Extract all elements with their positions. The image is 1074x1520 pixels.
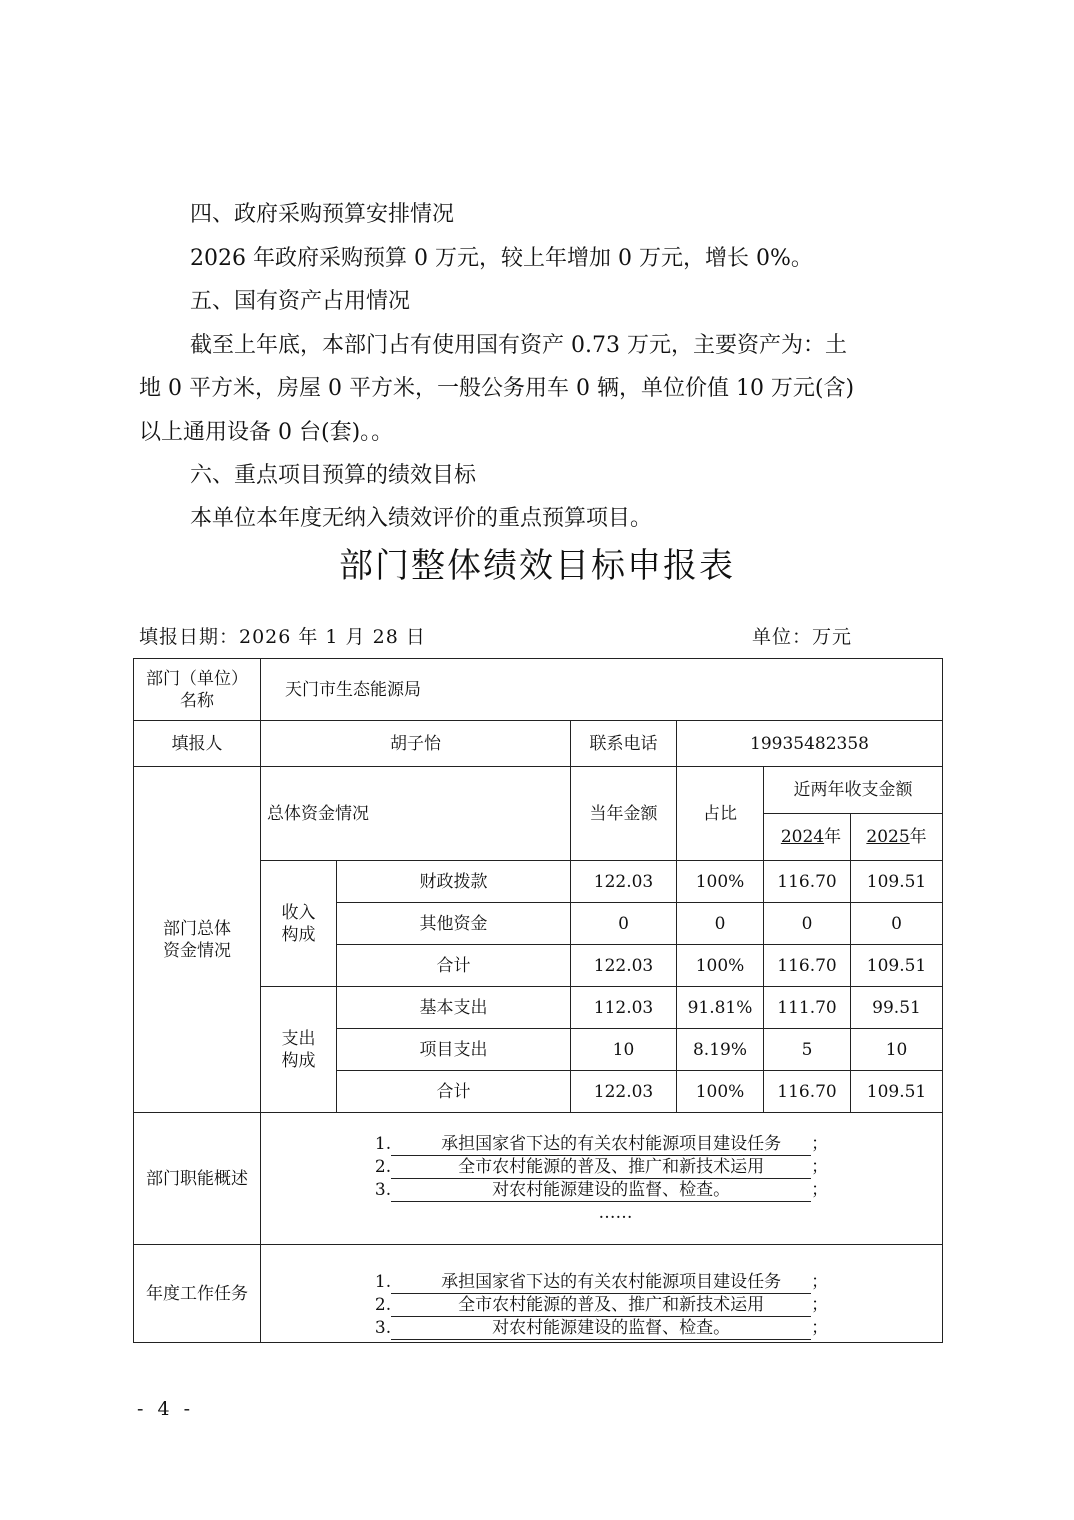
filler-value: 胡子怡 (261, 721, 571, 767)
phone-label: 联系电话 (571, 721, 677, 767)
row-name: 其他资金 (337, 903, 571, 945)
tasks-list (261, 1245, 943, 1343)
dept-label: 部门（单位）名称 (134, 659, 261, 721)
expense-group-label: 支出构成 (261, 987, 337, 1113)
cell-2024: 116.70 (764, 861, 851, 903)
cell-2025: 109.51 (851, 861, 943, 903)
list-item: 2. 全市农村能源的普及、推广和新技术运用 ； (374, 1157, 829, 1177)
row-name: 合计 (337, 1071, 571, 1113)
cell-2025: 99.51 (851, 987, 943, 1029)
cell-2025: 109.51 (851, 1071, 943, 1113)
income-group-label: 收入构成 (261, 861, 337, 987)
col-recent-two-years: 近两年收支金额 (764, 767, 943, 814)
section-5-line-2: 地 0 平方米，房屋 0 平方米，一般公务用车 0 辆，单位价值 10 万元(含) (139, 376, 855, 401)
cell-ratio: 91.81% (677, 987, 764, 1029)
form-title: 部门整体绩效目标申报表 (339, 546, 735, 586)
cell-2024: 116.70 (764, 1071, 851, 1113)
funds-section-label: 部门总体资金情况 (134, 767, 261, 1113)
cell-ratio: 0 (677, 903, 764, 945)
filler-label: 填报人 (134, 721, 261, 767)
col-2025: 2025年 (851, 814, 943, 861)
cell-2024: 111.70 (764, 987, 851, 1029)
cell-2024: 116.70 (764, 945, 851, 987)
cell-2025: 10 (851, 1029, 943, 1071)
list-item: 3. 对农村能源建设的监督、检查。 ； (374, 1180, 829, 1200)
unit-label: 单位：万元 (752, 626, 853, 648)
list-item: 1. 承担国家省下达的有关农村能源项目建设任务 ； (374, 1272, 829, 1292)
fill-date: 填报日期：2026 年 1 月 28 日 (139, 626, 426, 648)
cell-current: 0 (571, 903, 677, 945)
section-5-line-1: 截至上年底，本部门占有使用国有资产 0.73 万元，主要资产为：土 (190, 333, 847, 358)
functions-label: 部门职能概述 (134, 1113, 261, 1245)
section-5-line-3: 以上通用设备 0 台(套)。。 (139, 420, 394, 445)
section-6-text: 本单位本年度无纳入绩效评价的重点预算项目。 (190, 506, 653, 531)
cell-ratio: 100% (677, 945, 764, 987)
list-item: 1. 承担国家省下达的有关农村能源项目建设任务 ； (374, 1134, 829, 1154)
section-6-heading: 六、重点项目预算的绩效目标 (190, 463, 477, 488)
row-name: 合计 (337, 945, 571, 987)
cell-current: 112.03 (571, 987, 677, 1029)
col-2024: 2024年 (764, 814, 851, 861)
row-name: 项目支出 (337, 1029, 571, 1071)
section-4-heading: 四、政府采购预算安排情况 (190, 202, 455, 227)
col-current-amount: 当年金额 (571, 767, 677, 861)
cell-current: 122.03 (571, 945, 677, 987)
cell-2024: 5 (764, 1029, 851, 1071)
phone-value: 19935482358 (677, 721, 943, 767)
performance-form-table (133, 658, 943, 1343)
row-name: 基本支出 (337, 987, 571, 1029)
cell-2025: 109.51 (851, 945, 943, 987)
functions-ellipsis: …… (598, 1203, 633, 1223)
cell-current: 10 (571, 1029, 677, 1071)
cell-current: 122.03 (571, 1071, 677, 1113)
cell-2024: 0 (764, 903, 851, 945)
cell-current: 122.03 (571, 861, 677, 903)
cell-ratio: 100% (677, 861, 764, 903)
col-ratio: 占比 (677, 767, 764, 861)
tasks-label: 年度工作任务 (134, 1245, 261, 1343)
overall-funds-label: 总体资金情况 (261, 767, 571, 861)
cell-2025: 0 (851, 903, 943, 945)
page-number: - 4 - (137, 1398, 195, 1420)
dept-value: 天门市生态能源局 (261, 659, 943, 721)
list-item: 2. 全市农村能源的普及、推广和新技术运用 ； (374, 1295, 829, 1315)
cell-ratio: 100% (677, 1071, 764, 1113)
row-name: 财政拨款 (337, 861, 571, 903)
functions-list (261, 1113, 943, 1245)
section-5-heading: 五、国有资产占用情况 (190, 289, 411, 314)
list-item: 3. 对农村能源建设的监督、检查。 ； (374, 1318, 829, 1338)
cell-ratio: 8.19% (677, 1029, 764, 1071)
section-4-text: 2026 年政府采购预算 0 万元，较上年增加 0 万元，增长 0%。 (190, 246, 813, 271)
